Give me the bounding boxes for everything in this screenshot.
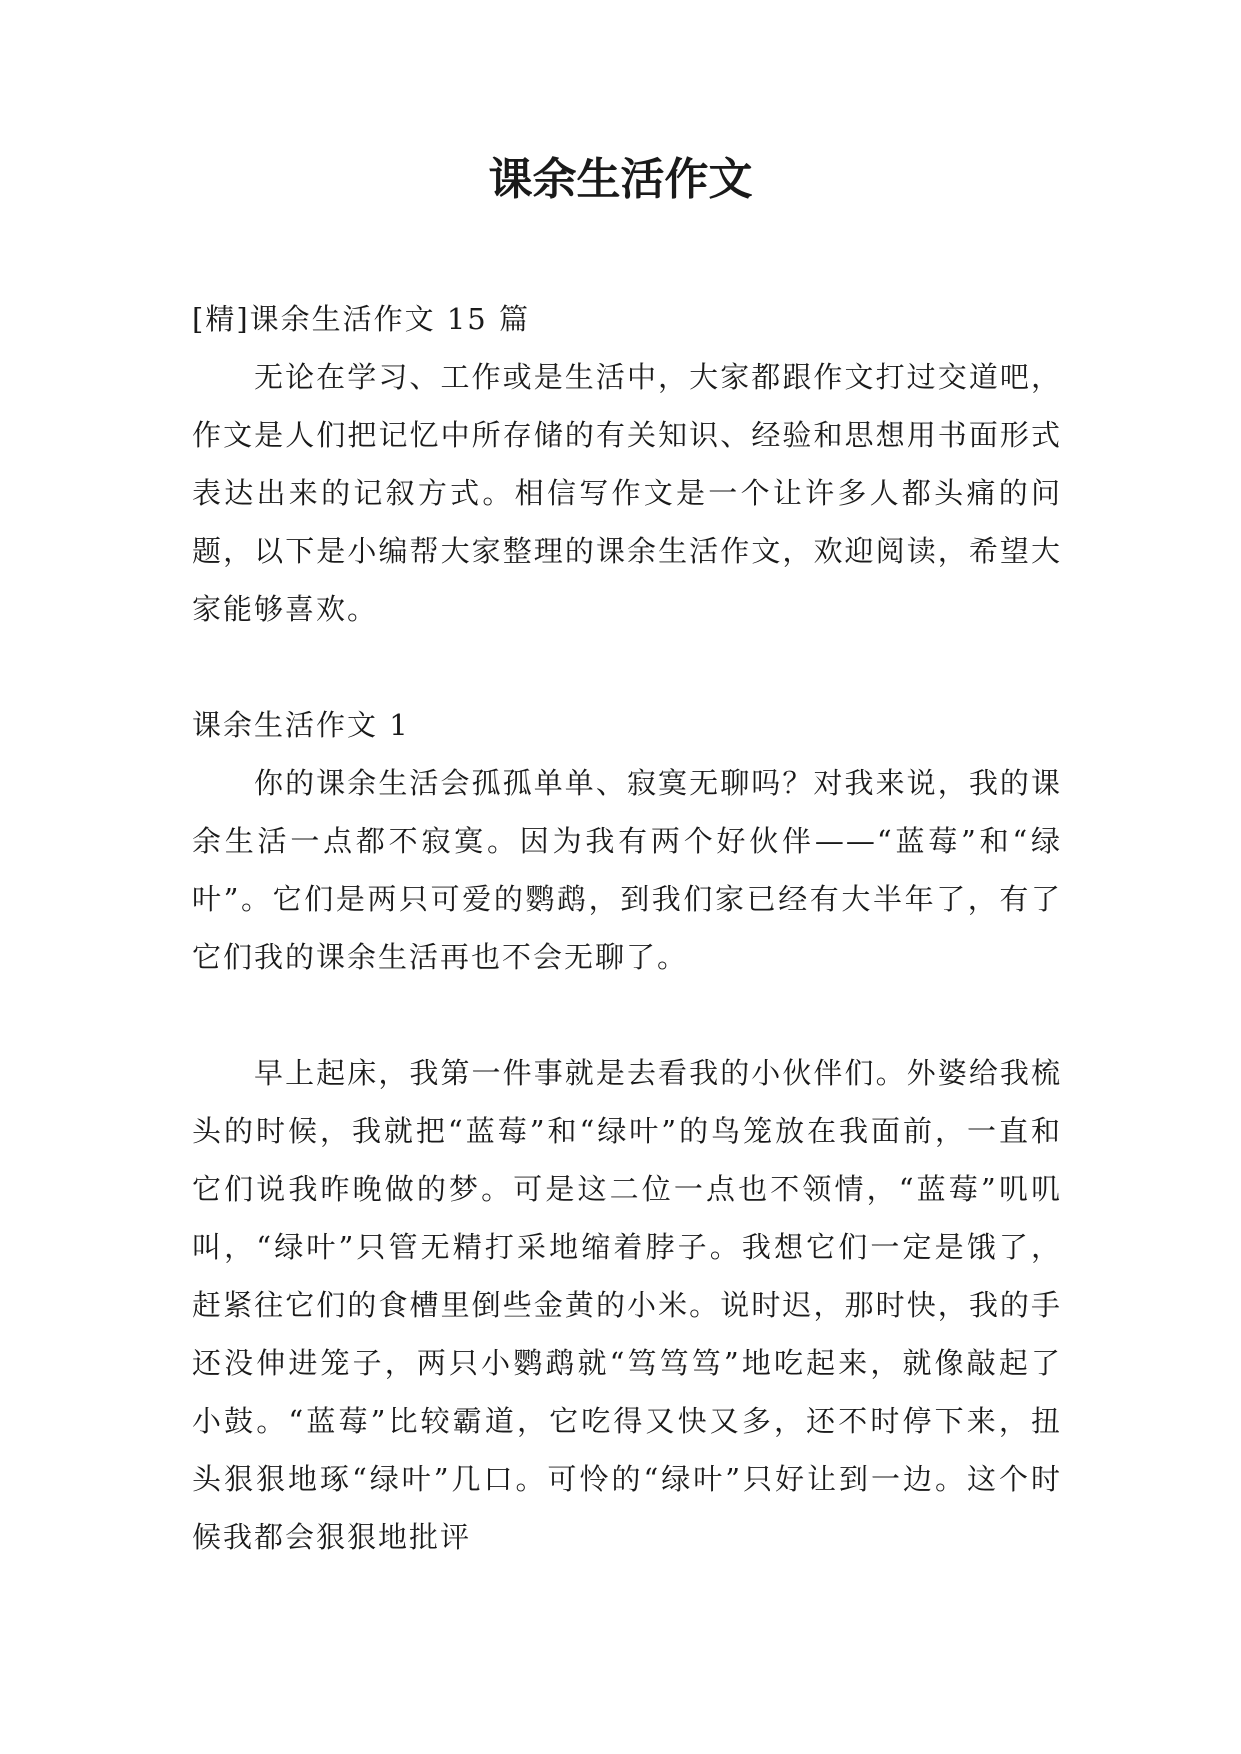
spacer [192,638,1062,696]
spacer [192,986,1062,1044]
document-subtitle: [精]课余生活作文 15 篇 [192,302,530,336]
intro-paragraph: 无论在学习、工作或是生活中，大家都跟作文打过交道吧，作文是人们把记忆中所存储的有关知识、经验和思想用书面形式表达出来的记叙方式。相信写作文是一个让许多人都头痛的问题，以下是小编帮大家整理的课余生活作文，欢迎阅读，希望大家能够喜欢。 [192,360,1062,626]
document-title: 课余生活作文 [488,154,753,205]
body-paragraph-1: 你的课余生活会孤孤单单、寂寞无聊吗？对我来说，我的课余生活一点都不寂寞。因为我有两个好伙伴——“蓝莓”和“绿叶”。它们是两只可爱的鹦鹉，到我们家已经有大半年了，有了它们我的课余生活再也不会无聊了。 [192,766,1062,974]
body-paragraph-2: 早上起床，我第一件事就是去看我的小伙伴们。外婆给我梳头的时候，我就把“蓝莓”和“绿叶”的鸟笼放在我面前，一直和它们说我昨晚做的梦。可是这二位一点也不领情，“蓝莓”叽叽叫，“绿叶”只管无精打采地缩着脖子。我想它们一定是饿了，赶紧往它们的食槽里倒些金黄的小米。说时迟，那时快，我的手还没伸进笼子，两只小鹦鹉就“笃笃笃”地吃起来，就像敲起了小鼓。“蓝莓”比较霸道，它吃得又快又多，还不时停下来，扭头狠狠地琢“绿叶”几口。可怜的“绿叶”只好让到一边。这个时候我都会狠狠地批评 [192,1056,1062,1554]
document-body [192,290,1062,1566]
section-heading: 课余生活作文 1 [192,708,410,742]
